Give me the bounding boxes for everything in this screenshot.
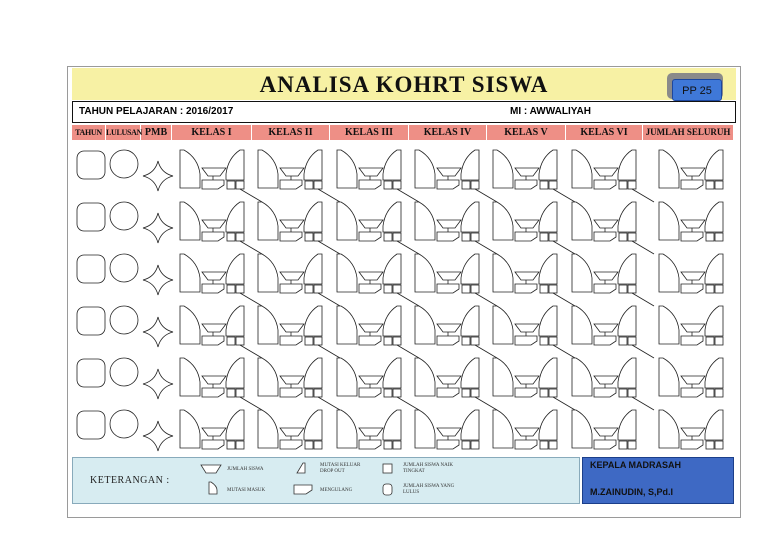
col-jumlah-seluruh: JUMLAH SELURUH	[643, 125, 734, 140]
square-icon	[383, 464, 392, 473]
col-kelas-1: KELAS I	[172, 125, 252, 140]
legend-title: KETERANGAN :	[90, 475, 170, 486]
col-tahun: TAHUN	[72, 125, 106, 140]
col-kelas-4: KELAS IV	[409, 125, 487, 140]
rounded-square-icon	[383, 484, 392, 495]
col-kelas-3: KELAS III	[330, 125, 409, 140]
madrasah-name: MI : AWWALIYAH	[510, 106, 591, 117]
parallelogram-icon	[297, 463, 305, 473]
trapezoid-icon	[201, 465, 221, 473]
legend-naik-tingkat: JUMLAH SISWA NAIK TINGKAT	[403, 463, 454, 474]
door-icon	[209, 482, 217, 494]
legend-yang-lulus: JUMLAH SISWA YANG LULUS	[403, 484, 455, 495]
legend-mengulang: MENGULANG	[320, 488, 353, 493]
legend-jumlah-siswa: JUMLAH SISWA	[227, 467, 264, 472]
col-kelas-6: KELAS VI	[566, 125, 643, 140]
col-pmb: PMB	[141, 125, 172, 140]
signature-title: KEPALA MADRASAH	[590, 460, 681, 470]
tahun-pelajaran-value: 2016/2017	[186, 106, 234, 117]
tahun-pelajaran-label: TAHUN PELAJARAN :	[79, 106, 184, 117]
signature-name: M.ZAINUDIN, S,Pd.I	[590, 487, 673, 497]
page-code-badge: PP 25	[672, 79, 722, 101]
legend-mutasi-masuk: MUTASI MASUK	[227, 488, 266, 493]
col-lulusan: LULUSAN	[106, 125, 141, 140]
legend-mutasi-keluar: MUTASI KELUAR DROP OUT	[320, 463, 361, 474]
pentagon-icon	[294, 485, 312, 494]
page-title: ANALISA KOHRT SISWA	[259, 72, 549, 97]
col-kelas-2: KELAS II	[252, 125, 330, 140]
col-kelas-5: KELAS V	[487, 125, 566, 140]
